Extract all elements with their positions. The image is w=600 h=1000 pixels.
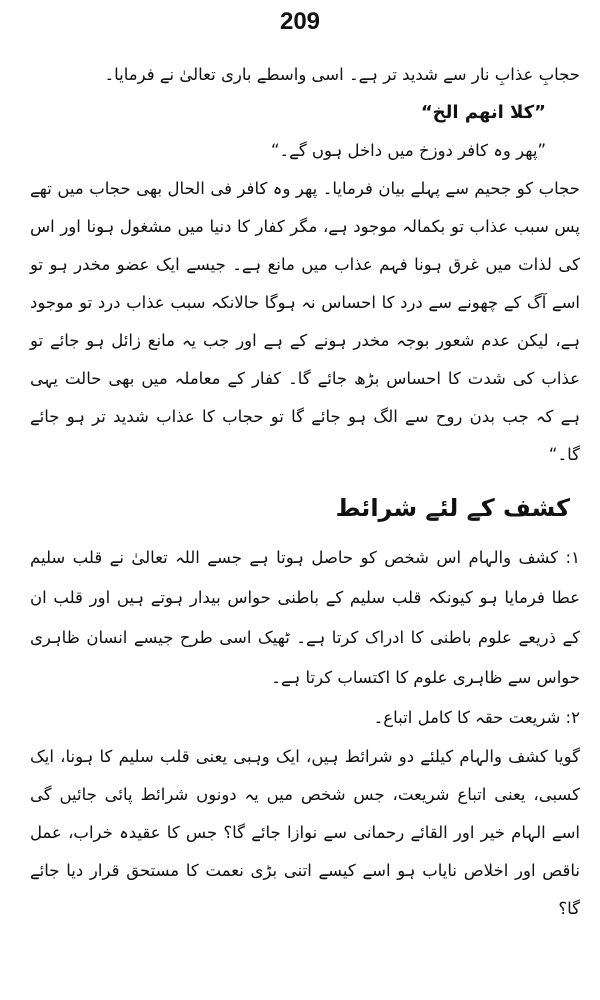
paragraph-conditions: گویا کشف والہام کیلئے دو شرائط ہیں، ایک وہبی یعنی قلب سلیم کا ہونا، ایک کسبی، یعنی اتباع شریعت، جس شخص میں یہ دونوں شرائط پائی جائیں گی اسے الہام خیر اور القائے رحمانی سے نوازا جائے گا؟ جس کا عقیدہ خراب، عمل ناقص اور اخلاص نایاب ہو اسے کیسے اتنی بڑی نعمت کا مستحق قرار دیا جائے گا؟ (30, 747, 580, 918)
page-number: 209 (279, 8, 321, 35)
condition-item-2: ۲: شریعت حقہ کا کامل اتباع۔ (373, 708, 580, 727)
urdu-quote: ”پھر وہ کافر دوزخ میں داخل ہوں گے۔“ (270, 141, 546, 160)
page-body (30, 56, 580, 928)
opening-line: حجابِ عذابِ نار سے شدید تر ہے۔ اسی واسطے باری تعالیٰ نے فرمایا۔ (104, 65, 580, 84)
paragraph-veil: حجاب کو جحیم سے پہلے بیان فرمایا۔ پھر وہ کافر فی الحال بھی حجاب میں تھے پس سبب عذاب تو بکمالہ موجود ہے، مگر کفار کا دنیا میں مشغول ہونا اور اس کی لذات میں غرق ہونا فہم عذاب میں مانع ہے۔ جیسے ایک عضو مخدر ہو تو اسے آگ کے چھونے سے درد کا احساس نہ ہوگا حالانکہ سبب عذاب درد تو موجود ہے، لیکن عدم شعور بوجہ مخدر ہونے کے ہے اور جب یہ مانع زائل ہو جائے تو عذاب کی شدت کا احساس بڑھ جائے گا۔ کفار کے معاملہ میں بھی حالت یہی ہے کہ جب بدن روح سے الگ ہو جائے گا تو حجاب کا عذاب شدید تر ہو جائے گا۔“ (30, 179, 580, 464)
condition-item-1: ۱: کشف والہام اس شخص کو حاصل ہوتا ہے جسے اللہ تعالیٰ نے قلب سلیم عطا فرمایا ہو کیونکہ قلب سلیم کے باطنی حواس بیدار ہوتے ہیں اور قلب ان کے ذریعے علوم باطنی کا ادراک کرتا ہے۔ ٹھیک اسی طرح جیسے انسان ظاہری حواس سے ظاہری علوم کا اکتساب کرتا ہے۔ (30, 548, 580, 687)
section-heading: کشف کے لئے شرائط (335, 494, 570, 522)
arabic-quote: ”کلا انھم الخ“ (420, 102, 546, 123)
